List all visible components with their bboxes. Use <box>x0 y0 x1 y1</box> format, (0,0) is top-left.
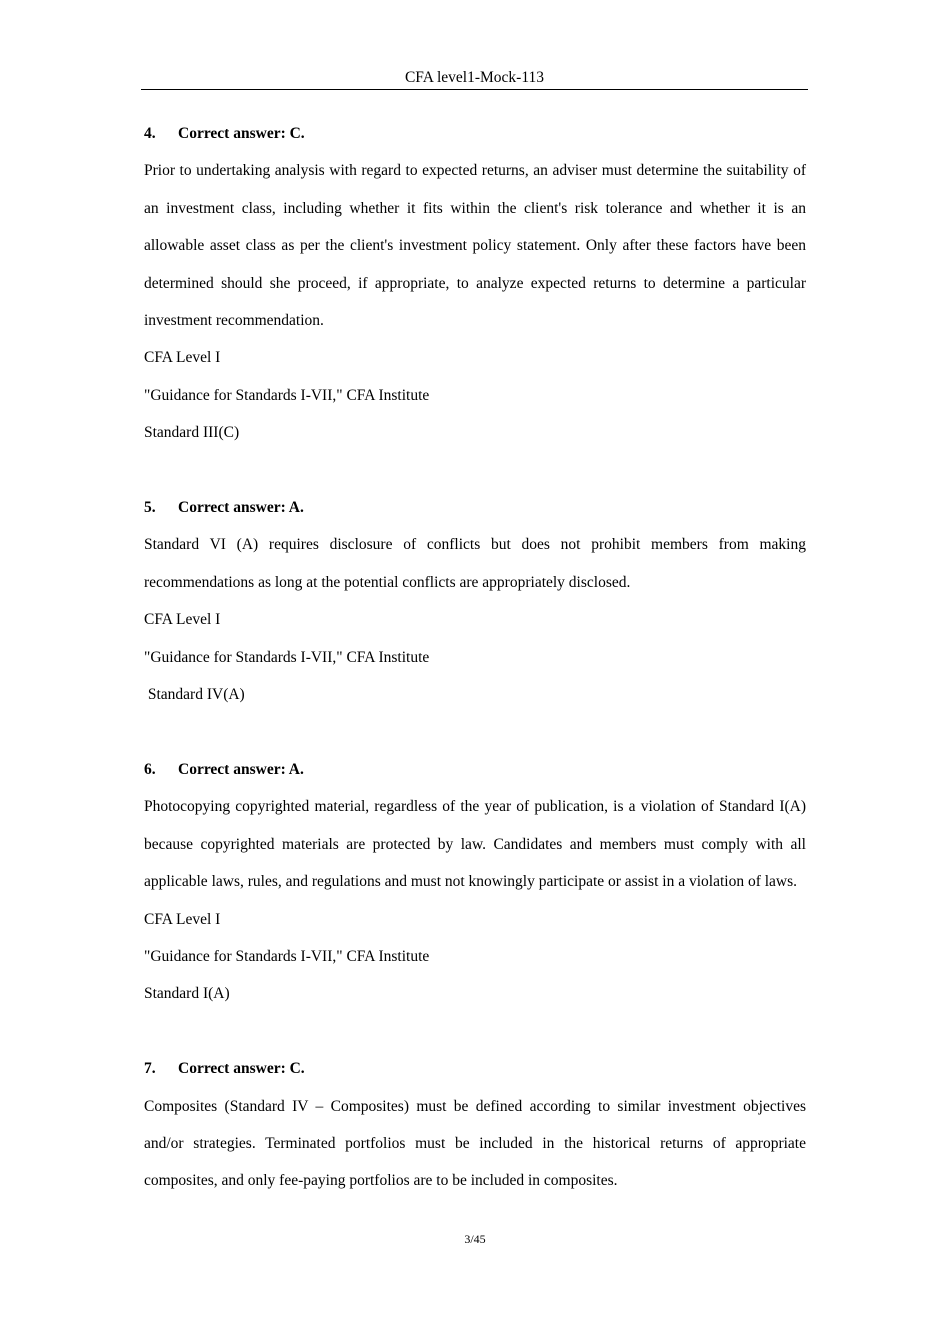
section-spacer <box>144 452 806 489</box>
standard-reference: Standard III(C) <box>144 424 240 442</box>
source-reference: "Guidance for Standards I-VII," CFA Institute <box>144 947 430 965</box>
correct-answer: Correct answer: C. <box>178 1060 305 1078</box>
page-header: CFA level1-Mock-113 <box>404 69 545 86</box>
standard-reference: Standard IV(A) <box>144 686 245 704</box>
question-number: 6. <box>144 760 156 778</box>
explanation-text: Prior to undertaking analysis with regard to expected returns, an adviser must determine the suitability of an investment class, including whether it fits within the client's risk tolerance and whether it is an allowable asset class as per the client's investment policy statement. Only after these factors have been determined should she proceed, if appropriate, to analyze expected returns to determine a particular investment recommendation. <box>144 162 806 330</box>
question-number: 4. <box>144 125 156 142</box>
answer-section-6 <box>144 751 806 1013</box>
explanation-text: Photocopying copyrighted material, regardless of the year of publication, is a violation of Standard I(A) because copyrighted materials are protected by law. Candidates and members must comply with all applicable laws, rules, and regulations and must not knowingly participate or assist in a violation of laws. <box>144 798 806 891</box>
answer-section-4 <box>144 115 806 452</box>
header-rule <box>141 89 808 90</box>
answer-heading <box>144 115 806 152</box>
explanation-text: Standard VI (A) requires disclosure of conflicts but does not prohibit members from making recommendations as long at the potential conflicts are appropriately disclosed. <box>144 536 806 591</box>
level-reference: CFA Level I <box>144 349 221 367</box>
source-reference: "Guidance for Standards I-VII," CFA Institute <box>144 386 430 404</box>
correct-answer: Correct answer: A. <box>178 499 304 517</box>
answer-heading <box>144 1050 806 1087</box>
source-reference: "Guidance for Standards I-VII," CFA Institute <box>144 648 430 666</box>
section-spacer <box>144 713 806 750</box>
answer-heading <box>144 489 806 526</box>
answer-heading <box>144 751 806 788</box>
page-number: 3/45 <box>464 1232 486 1246</box>
correct-answer: Correct answer: A. <box>178 760 304 778</box>
standard-reference: Standard I(A) <box>144 985 230 1003</box>
document-body <box>144 115 806 1200</box>
question-number: 7. <box>144 1060 156 1078</box>
answer-section-7 <box>144 1050 806 1200</box>
level-reference: CFA Level I <box>144 611 221 629</box>
answer-section-5 <box>144 489 806 713</box>
level-reference: CFA Level I <box>144 910 221 928</box>
correct-answer: Correct answer: C. <box>178 125 305 142</box>
question-number: 5. <box>144 499 156 517</box>
section-spacer <box>144 1013 806 1050</box>
explanation-text: Composites (Standard IV – Composites) must be defined according to similar investment objectives and/or strategies. Terminated portfolios must be included in the historical returns of appropriate composites, and only fee-paying portfolios are to be included in composites. <box>144 1097 806 1190</box>
